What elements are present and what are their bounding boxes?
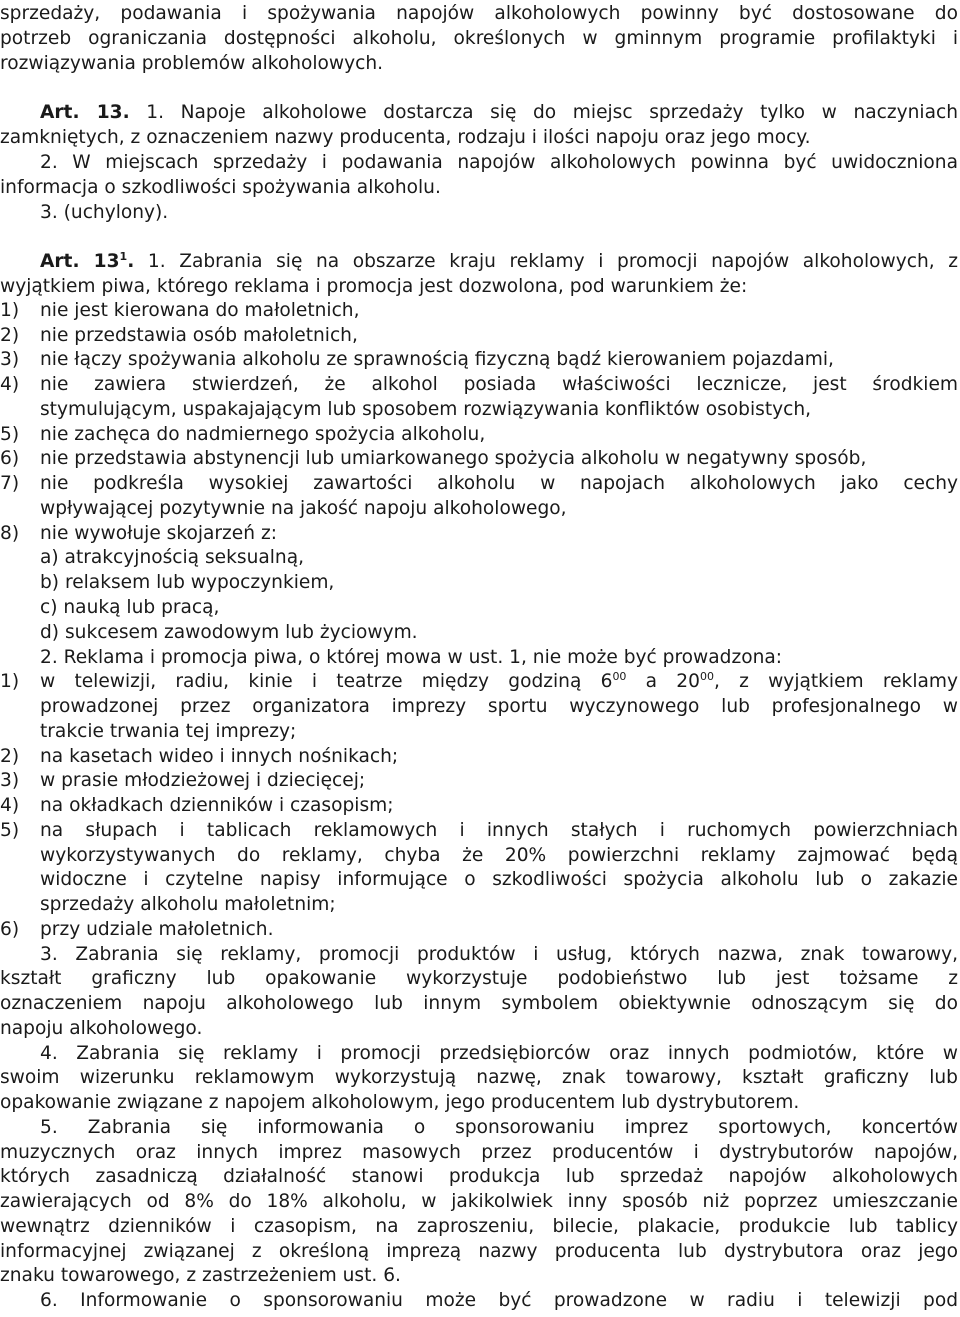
paragraph-3-line: napoju alkoholowego. <box>0 1018 203 1039</box>
paragraph-3-line: 3. Zabrania się reklamy, promocji produktów i usług, których nazwa, znak towarowy, <box>40 944 958 965</box>
paragraph-3-line: oznaczeniem napoju alkoholowego lub innym symbolem obiektywnie odnoszącym się do <box>0 993 958 1014</box>
list-number: 2) <box>0 746 20 767</box>
list-number: 1) <box>0 671 20 692</box>
list-item-continuation: trakcie trwania tej imprezy; <box>40 721 297 742</box>
list-item: nie łączy spożywania alkoholu ze sprawnością fizyczną bądź kierowaniem pojazdami, <box>40 349 834 370</box>
sub-list-item: c) nauką lub pracą, <box>40 597 220 618</box>
list-number: 2) <box>0 325 20 346</box>
paragraph-2: 2. Reklama i promocja piwa, o której mowa w ust. 1, nie może być prowadzona: <box>40 647 783 668</box>
paragraph-5-line: zawierających od 8% do 18% alkoholu, w jakikolwiek inny sposób niż poprzez umieszczanie <box>0 1191 958 1212</box>
list-item-continuation: prowadzonej przez organizatora imprezy sportu wyczynowego lub profesjonalnego w <box>40 696 958 717</box>
art131-para1-line: wyjątkiem piwa, którego reklama i promocja jest dozwolona, pod warunkiem że: <box>0 276 748 297</box>
paragraph-5-line: muzycznych oraz innych imprez masowych przez producentów i dystrybutorów napojów, <box>0 1142 958 1163</box>
paragraph-4-line: opakowanie związane z napojem alkoholowym, jego producentem lub dystrybutorem. <box>0 1092 800 1113</box>
paragraph-5-line: wewnątrz dzienników i czasopism, na zaproszeniu, bilecie, plakacie, produkcie lub tablicy <box>0 1216 958 1237</box>
list-item: nie podkreśla wysokiej zawartości alkoholu w napojach alkoholowych jako cechy <box>40 473 958 494</box>
list-item-continuation: sprzedaży alkoholu małoletnim; <box>40 894 336 915</box>
sub-list-item: b) relaksem lub wypoczynkiem, <box>40 572 335 593</box>
list-item: nie zawiera stwierdzeń, że alkohol posiada właściwości lecznicze, jest środkiem <box>40 374 958 395</box>
article-heading: Art. 13. <box>40 102 130 123</box>
article-heading: Art. $13^1$. <box>40 250 135 272</box>
list-item-continuation: wykorzystywanych do reklamy, chyba że 20% powierzchni reklamy zajmować będą <box>40 845 958 866</box>
list-number: 3) <box>0 770 20 791</box>
sub-list-item: a) atrakcyjnością seksualną, <box>40 547 304 568</box>
list-item: na kasetach wideo i innych nośnikach; <box>40 746 399 767</box>
art13-para1-line: Art. 13. 1. Napoje alkoholowe dostarcza się do miejsc sprzedaży tylko w naczyniach <box>40 102 958 123</box>
list-number: 8) <box>0 523 20 544</box>
art13-para2-line: informacja o szkodliwości spożywania alkoholu. <box>0 177 441 198</box>
intro-line: rozwiązywania problemów alkoholowych. <box>0 53 384 74</box>
list-number: 6) <box>0 448 20 469</box>
list-number: 4) <box>0 795 20 816</box>
paragraph-5-line: 5. Zabrania się informowania o sponsorowaniu imprez sportowych, koncertów <box>40 1117 958 1138</box>
list-number: 4) <box>0 374 20 395</box>
list-item: w prasie młodzieżowej i dziecięcej; <box>40 770 366 791</box>
list-item: przy udziale małoletnich. <box>40 919 274 940</box>
paragraph-5-line: informacyjnej związanej z określoną imprezą nazwy producenta lub dystrybutora oraz jego <box>0 1241 958 1262</box>
list-number: 6) <box>0 919 20 940</box>
list-number: 7) <box>0 473 20 494</box>
sub-list-item: d) sukcesem zawodowym lub życiowym. <box>40 622 418 643</box>
intro-line: potrzeb ograniczania dostępności alkoholu, określonych w gminnym programie profilaktyki i <box>0 28 958 49</box>
list-item: nie wywołuje skojarzeń z: <box>40 523 277 544</box>
art13-para2-line: 2. W miejscach sprzedaży i podawania napojów alkoholowych powinna być uwidoczniona <box>40 152 958 173</box>
art13-para3-line: 3. (uchylony). <box>40 202 169 223</box>
list-item: nie przedstawia abstynencji lub umiarkowanego spożycia alkoholu w negatywny sposób, <box>40 448 867 469</box>
list-item: na słupach i tablicach reklamowych i innych stałych i ruchomych powierzchniach <box>40 820 958 841</box>
list-item: na okładkach dzienników i czasopism; <box>40 795 394 816</box>
paragraph-6-line: 6. Informowanie o sponsorowaniu może być prowadzone w radiu i telewizji pod <box>40 1290 958 1311</box>
list-number: 1) <box>0 300 20 321</box>
list-item: nie zachęca do nadmiernego spożycia alkoholu, <box>40 424 486 445</box>
list-number: 5) <box>0 820 20 841</box>
list-number: 3) <box>0 349 20 370</box>
art13-para1-line: zamkniętych, z oznaczeniem nazwy producenta, rodzaju i ilości napoju oraz jego mocy. <box>0 127 811 148</box>
art131-para1-line: Art. $13^1$. 1. Zabrania się na obszarze kraju reklamy i promocji napojów alkoholowych, z <box>40 250 958 272</box>
list-item: nie jest kierowana do małoletnich, <box>40 300 360 321</box>
list-item: w telewizji, radiu, kinie i teatrze między godziną $6^{00}$ a $20^{00}$, z wyjątkiem reklamy <box>40 670 958 692</box>
list-number: 5) <box>0 424 20 445</box>
paragraph-5-line: znaku towarowego, z zastrzeżeniem ust. 6. <box>0 1265 401 1286</box>
paragraph-3-line: kształt graficzny lub opakowanie wykorzystuje podobieństwo lub jest tożsame z <box>0 968 958 989</box>
paragraph-4-line: swoim wizerunku reklamowym wykorzystują nazwę, znak towarowy, kształt graficzny lub <box>0 1067 958 1088</box>
list-item-continuation: widoczne i czytelne napisy informujące o szkodliwości spożycia alkoholu lub o zakazie <box>40 869 958 890</box>
paragraph-5-line: których zasadniczą działalność stanowi produkcja lub sprzedaż napojów alkoholowych <box>0 1166 958 1187</box>
paragraph-4-line: 4. Zabrania się reklamy i promocji przedsiębiorców oraz innych podmiotów, które w <box>40 1043 958 1064</box>
list-item-continuation: wpływającej pozytywnie na jakość napoju alkoholowego, <box>40 498 567 519</box>
intro-line: sprzedaży, podawania i spożywania napojów alkoholowych powinny być dostosowane do <box>0 3 958 24</box>
list-item: nie przedstawia osób małoletnich, <box>40 325 358 346</box>
list-item-continuation: stymulującym, uspakajającym lub sposobem rozwiązywania konfliktów osobistych, <box>40 399 812 420</box>
